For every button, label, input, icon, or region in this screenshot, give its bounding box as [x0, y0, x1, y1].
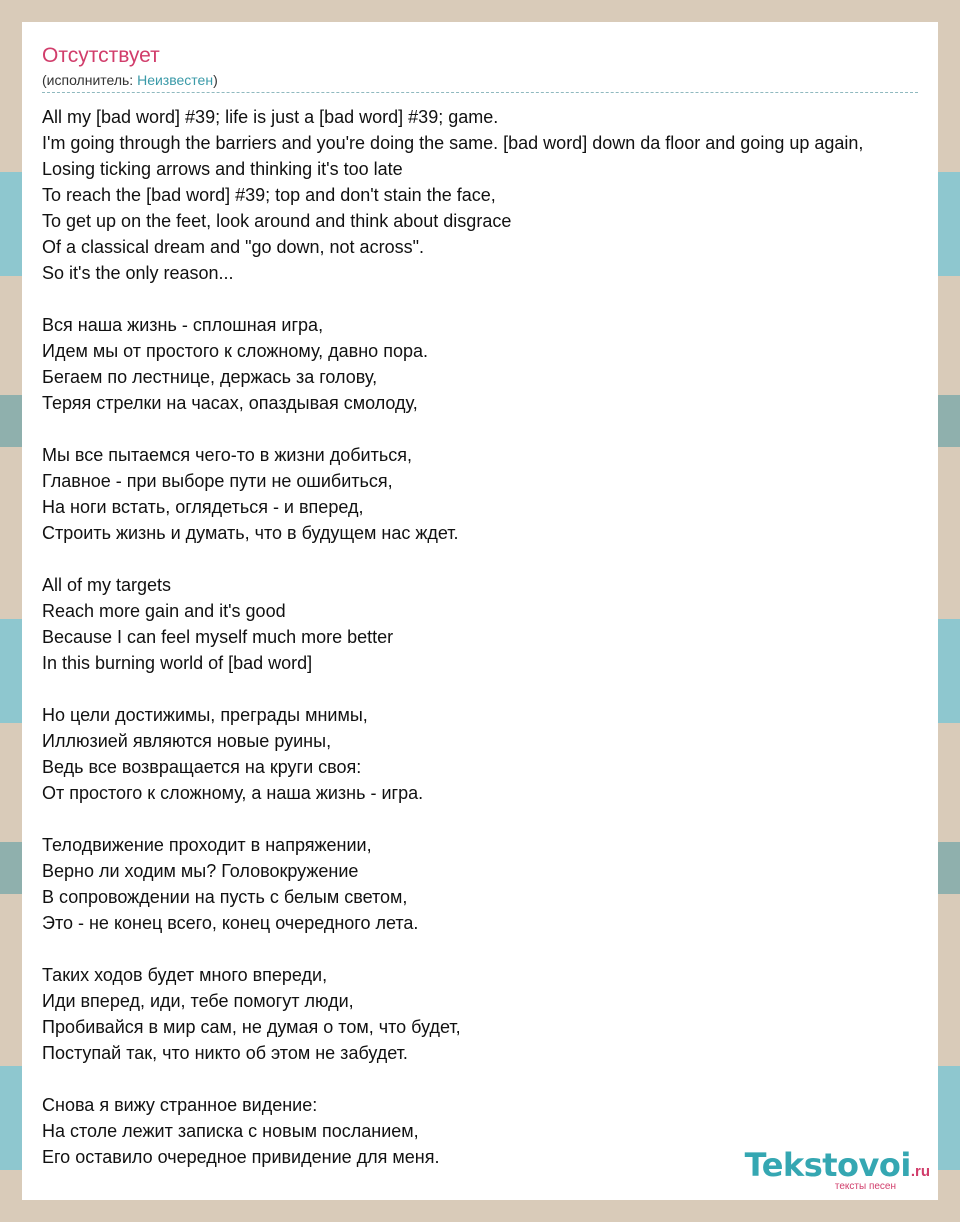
lyrics-line: All my [bad word] #39; life is just a [bad word] #39; game. — [42, 107, 499, 127]
lyrics-line: Его оставило очередное привидение для меня. — [42, 1147, 440, 1167]
lyrics-blank-line — [42, 676, 938, 702]
lyrics-line: Because I can feel myself much more better — [42, 627, 394, 647]
lyrics-line: Строить жизнь и думать, что в будущем нас ждет. — [42, 523, 459, 543]
header-divider — [42, 92, 918, 93]
lyrics-line: To reach the [bad word] #39; top and don't stain the face, — [42, 185, 496, 205]
lyrics-line: Телодвижение проходит в напряжении, — [42, 835, 372, 855]
lyrics-line: От простого к сложному, а наша жизнь - игра. — [42, 783, 424, 803]
artist-suffix: ) — [213, 72, 218, 88]
lyrics-blank-line — [42, 546, 938, 572]
lyrics-blank-line — [42, 1066, 938, 1092]
lyrics-line: To get up on the feet, look around and think about disgrace — [42, 211, 512, 231]
lyrics-line: Бегаем по лестнице, держась за голову, — [42, 367, 378, 387]
lyrics-line: На столе лежит записка с новым посланием, — [42, 1121, 419, 1141]
lyrics-line: Мы все пытаемся чего-то в жизни добиться, — [42, 445, 412, 465]
lyrics-card — [22, 22, 938, 1200]
lyrics-line: Идем мы от простого к сложному, давно пора. — [42, 341, 428, 361]
lyrics-line: So it's the only reason... — [42, 263, 234, 283]
song-title: Отсутствует — [42, 44, 160, 67]
lyrics-line: В сопровождении на пусть с белым светом, — [42, 887, 408, 907]
artist-prefix: (исполнитель: — [42, 72, 138, 88]
lyrics-line: Reach more gain and it's good — [42, 601, 286, 621]
lyrics-line: Таких ходов будет много впереди, — [42, 965, 328, 985]
lyrics-blank-line — [42, 416, 938, 442]
lyrics-line: Теряя стрелки на часах, опаздывая смолоду, — [42, 393, 418, 413]
lyrics-line: Это - не конец всего, конец очередного лета. — [42, 913, 419, 933]
lyrics-line: Поступай так, что никто об этом не забудет. — [42, 1043, 408, 1063]
lyrics-line: Вся наша жизнь - сплошная игра, — [42, 315, 324, 335]
lyrics-blank-line — [42, 806, 938, 832]
artist-link[interactable]: Неизвестен — [137, 72, 214, 88]
lyrics-line: Снова я вижу странное видение: — [42, 1095, 318, 1115]
song-header — [42, 42, 918, 89]
lyrics-line: Of a classical dream and "go down, not across". — [42, 237, 424, 257]
lyrics-line: I'm going through the barriers and you're doing the same. [bad word] down da floor and going up again, — [42, 133, 864, 153]
lyrics-line: Losing ticking arrows and thinking it's too late — [42, 159, 403, 179]
lyrics-line: All of my targets — [42, 575, 172, 595]
lyrics-line: Главное - при выборе пути не ошибиться, — [42, 471, 393, 491]
artist-line — [42, 71, 918, 89]
lyrics-line: Иллюзией являются новые руины, — [42, 731, 332, 751]
lyrics-blank-line — [42, 286, 938, 312]
lyrics-line: Верно ли ходим мы? Головокружение — [42, 861, 359, 881]
lyrics-line: Ведь все возвращается на круги своя: — [42, 757, 362, 777]
lyrics-line: In this burning world of [bad word] — [42, 653, 313, 673]
logo-wordmark: Tekstovoi — [744, 1146, 911, 1184]
lyrics-line: На ноги встать, оглядеться - и вперед, — [42, 497, 364, 517]
site-logo[interactable] — [744, 1146, 930, 1192]
logo-tagline: тексты песен — [834, 1181, 896, 1192]
lyrics-text — [42, 104, 938, 1170]
lyrics-line: Иди вперед, иди, тебе помогут люди, — [42, 991, 354, 1011]
lyrics-line: Но цели достижимы, преграды мнимы, — [42, 705, 368, 725]
logo-domain: .ru — [910, 1163, 930, 1180]
lyrics-line: Пробивайся в мир сам, не думая о том, что будет, — [42, 1017, 461, 1037]
lyrics-blank-line — [42, 936, 938, 962]
